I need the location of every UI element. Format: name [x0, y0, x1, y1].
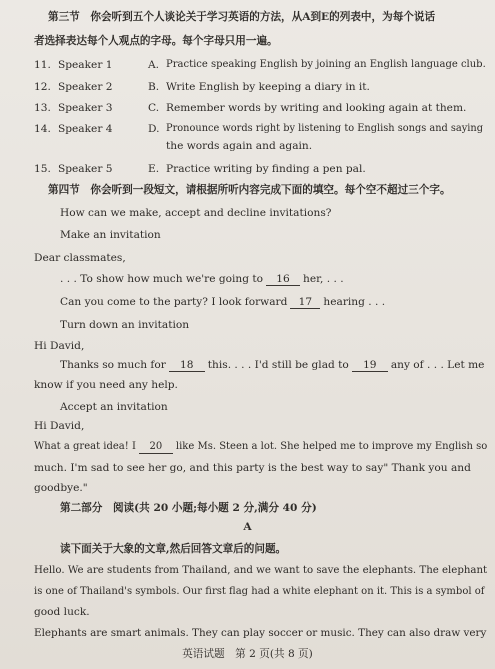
passage-p2-line1: Elephants are smart animals. They can play soccer or music. They can also draw very [34, 627, 487, 639]
line-17-after: hearing . . . [323, 296, 386, 308]
blank-16: 16 [266, 273, 300, 286]
accept-invitation-heading: Accept an invitation [60, 401, 168, 413]
line-18-19 [60, 358, 484, 372]
blank-19: 19 [352, 359, 388, 372]
section4-intro: 第四节 你会听到一段短文，请根据所听内容完成下面的填空。每个空不超过三个字。 [48, 184, 451, 196]
decline-invitation-heading: Turn down an invitation [60, 319, 190, 331]
decline-invitation-greeting: Hi David, [34, 340, 85, 352]
line-20-after: like Ms. Steen a lot. She helped me to improve my English so [175, 441, 488, 452]
item-14-letter: D. [148, 123, 160, 135]
reading-instruction: 读下面关于大象的文章,然后回答文章后的问题。 [60, 543, 287, 555]
option-b: Write English by keeping a diary in it. [166, 81, 370, 93]
section3-intro-line1: 第三节 你会听到五个人谈论关于学习英语的方法，从A到E的列表中，为每个说话 [48, 11, 436, 23]
item-11-letter: A. [148, 59, 160, 71]
option-d-continued: the words again and again. [166, 140, 313, 152]
item-15-letter: E. [148, 163, 160, 175]
line-20-before: What a great idea! I [34, 441, 136, 452]
passage-p1-line3: good luck. [34, 606, 90, 618]
line-20-continued-1: much. I'm sad to see her go, and this party is the best way to say" Thank you and [34, 462, 471, 474]
item-14-num: 14. [34, 123, 51, 135]
item-15-num: 15. [34, 163, 51, 175]
section4-question: How can we make, accept and decline invitations? [60, 207, 332, 219]
item-15-speaker: Speaker 5 [58, 163, 113, 175]
item-13-num: 13. [34, 102, 51, 114]
make-invitation-heading: Make an invitation [60, 229, 161, 241]
item-11-num: 11. [34, 59, 51, 71]
line-16-before: . . . To show how much we're going to [60, 273, 263, 285]
blank-18: 18 [169, 359, 205, 372]
passage-p1-line1: Hello. We are students from Thailand, and we want to save the elephants. The elephant [34, 565, 488, 576]
section3-intro-line2: 者选择表达每个人观点的字母。每个字母只用一遍。 [34, 35, 278, 47]
accept-invitation-greeting: Hi David, [34, 420, 85, 432]
blank-17: 17 [290, 296, 320, 309]
option-e: Practice writing by finding a pen pal. [166, 163, 366, 175]
line-17-before: Can you come to the party? I look forward [60, 296, 288, 308]
blank-20: 20 [139, 441, 173, 454]
page-footer: 英语试题 第 2 页(共 8 页) [182, 648, 313, 660]
part2-heading: 第二部分 阅读(共 20 小题;每小题 2 分,满分 40 分) [60, 502, 317, 514]
item-11-speaker: Speaker 1 [58, 59, 113, 71]
line-20 [34, 440, 487, 454]
item-12-num: 12. [34, 81, 51, 93]
line-16 [60, 272, 344, 286]
reading-section-letter: A [243, 521, 252, 533]
item-12-speaker: Speaker 2 [58, 81, 113, 93]
line-18-after: any of . . . Let me [390, 359, 485, 371]
line-18-before: Thanks so much for [60, 359, 166, 371]
passage-p1-line2: is one of Thailand's symbols. Our first flag had a white elephant on it. This is a symbol of [34, 586, 485, 597]
line-17 [60, 295, 385, 309]
option-a: Practice speaking English by joining an English language club. [166, 59, 486, 70]
line-18-continued: know if you need any help. [34, 379, 178, 391]
item-13-speaker: Speaker 3 [58, 102, 113, 114]
item-13-letter: C. [148, 102, 160, 114]
line-16-after: her, . . . [303, 273, 344, 285]
line-18-middle: this. . . . I'd still be glad to [207, 359, 349, 371]
option-c: Remember words by writing and looking again at them. [166, 102, 467, 114]
line-20-continued-2: goodbye." [34, 482, 88, 494]
item-14-speaker: Speaker 4 [58, 123, 113, 135]
make-invitation-greeting: Dear classmates, [34, 252, 126, 264]
option-d: Pronounce words right by listening to English songs and saying [166, 123, 484, 134]
item-12-letter: B. [148, 81, 160, 93]
